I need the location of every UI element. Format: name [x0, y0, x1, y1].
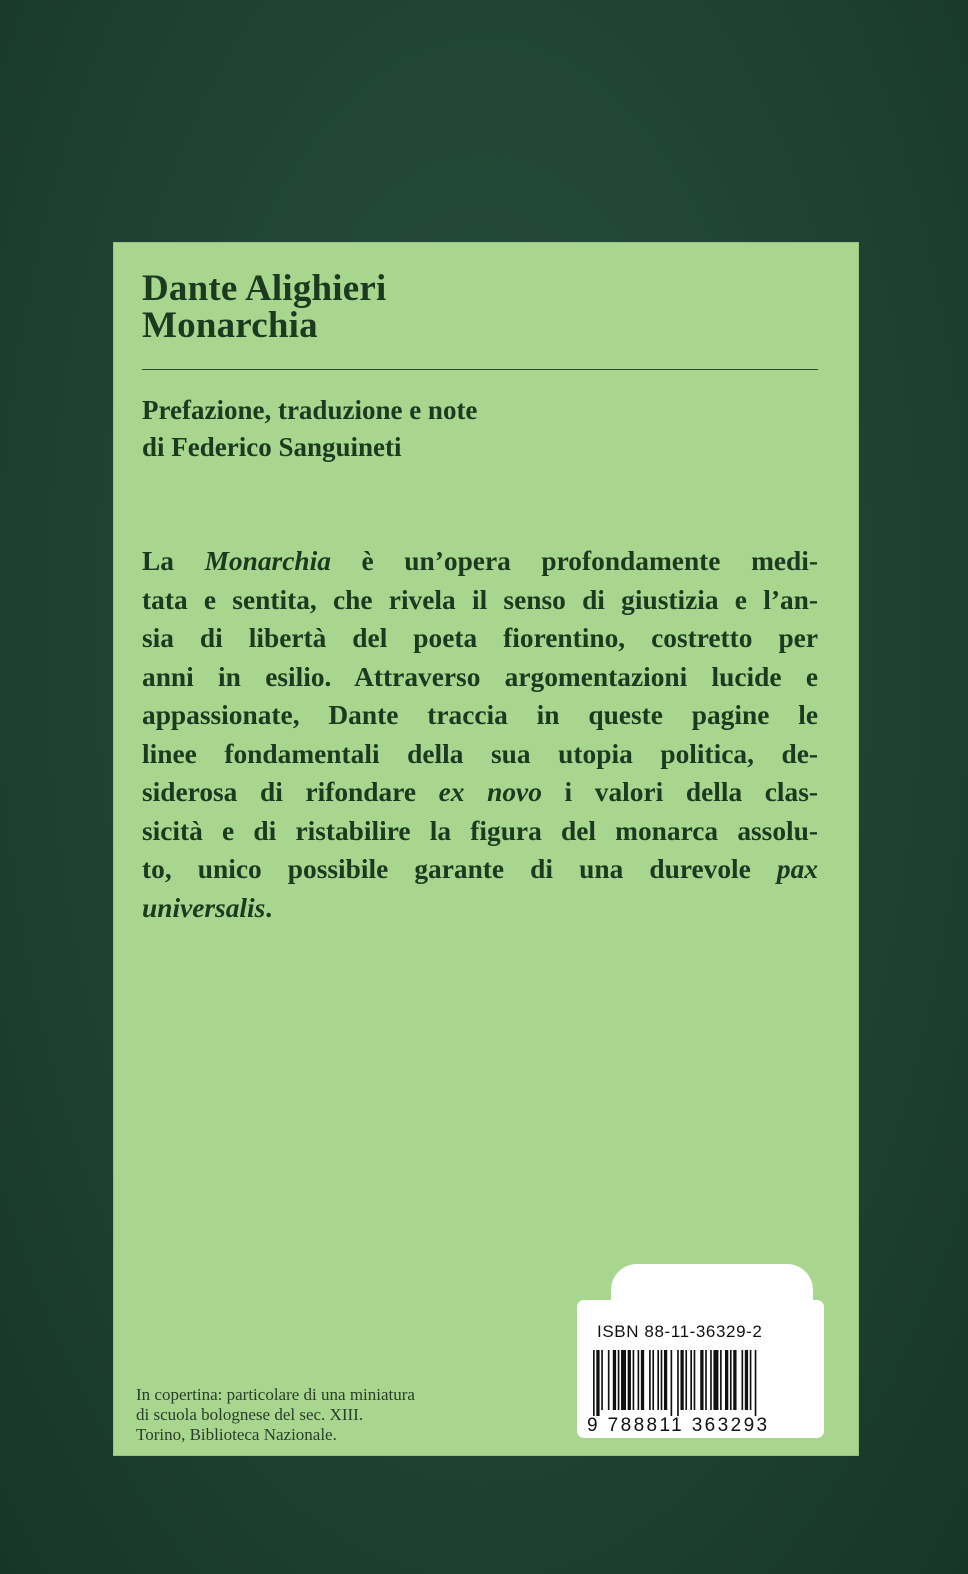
barcode-bar — [628, 1350, 631, 1410]
blurb-text: i valori della clas- — [541, 777, 819, 807]
blurb-text: . — [265, 892, 273, 923]
blurb-line — [142, 542, 818, 581]
blurb-line — [142, 850, 818, 889]
barcode-bar — [720, 1350, 722, 1410]
blurb-italic: Monarchia — [204, 546, 331, 576]
barcode-bar — [657, 1350, 659, 1410]
barcode-bar — [641, 1350, 644, 1410]
barcode-bar — [725, 1350, 728, 1410]
barcode-bar — [671, 1350, 673, 1416]
blurb-text: è un’opera profondamente medi- — [330, 546, 819, 576]
blurb-line: anni in esilio. Attraverso argomentazioni lucide e — [142, 661, 818, 692]
ean-digits: 9 788811 363293 — [587, 1415, 770, 1436]
divider-rule — [142, 369, 818, 370]
blurb-line: linee fondamentali della sua utopia politica, de- — [142, 738, 818, 769]
caption-line-3: Torino, Biblioteca Nazionale. — [136, 1425, 337, 1444]
barcode-bar — [700, 1350, 703, 1410]
barcode-bar — [621, 1350, 626, 1410]
barcode-bar — [742, 1350, 744, 1410]
barcode-bar — [694, 1350, 696, 1410]
title-block — [142, 270, 387, 344]
blurb-text: La — [142, 546, 205, 576]
barcode-bar — [652, 1350, 654, 1410]
barcode-bar — [633, 1350, 635, 1410]
credits-line-2: di Federico Sanguineti — [142, 432, 402, 462]
blurb-line: sia di libertà del poeta fiorentino, costretto per — [142, 623, 818, 653]
blurb-line: appassionate, Dante traccia in queste pagine le — [142, 700, 818, 730]
barcode-bar — [710, 1350, 712, 1410]
green-info-panel — [113, 242, 859, 1456]
barcode-bar — [730, 1350, 732, 1410]
barcode-bar — [745, 1350, 748, 1410]
credits-line-1: Prefazione, traduzione e note — [142, 395, 478, 425]
blurb-paragraph — [142, 542, 818, 927]
credits-block — [142, 392, 477, 466]
barcode-bar — [638, 1350, 640, 1410]
blurb-text: siderosa di rifondare — [142, 777, 439, 807]
blurb-line: tata e sentita, che rivela il senso di giustizia e l’an- — [142, 584, 818, 615]
cover-caption — [136, 1385, 415, 1445]
barcode-bar — [661, 1350, 663, 1410]
blurb-line — [142, 773, 818, 812]
barcode-bar — [690, 1350, 692, 1410]
barcode-bar — [664, 1350, 667, 1410]
caption-line-2: di scuola bolognese del sec. XIII. — [136, 1405, 364, 1424]
caption-line-1: In copertina: particolare di una miniatura — [136, 1385, 415, 1404]
barcode-bar — [649, 1350, 651, 1410]
barcode-bar — [733, 1350, 736, 1410]
barcode-bar — [596, 1350, 599, 1416]
blurb-text: to, unico possibile garante di una durevole — [142, 854, 777, 884]
barcode-bar — [593, 1350, 595, 1416]
blurb-italic: pax — [776, 854, 818, 884]
isbn-label: ISBN 88-11-36329-2 — [597, 1322, 763, 1341]
blurb-line — [142, 889, 818, 928]
barcode-bar — [685, 1350, 687, 1410]
barcode-bar — [755, 1350, 757, 1416]
barcode-bar — [618, 1350, 620, 1410]
barcode-bar — [613, 1350, 616, 1410]
book-title: Monarchia — [142, 305, 318, 346]
barcode-bar — [713, 1350, 718, 1410]
barcode-bar — [608, 1350, 610, 1410]
barcode-bar — [601, 1350, 603, 1410]
blurb-italic: ex novo — [438, 777, 542, 807]
author-name: Dante Alighieri — [142, 268, 387, 309]
barcode-bar — [677, 1350, 679, 1416]
blurb-line: sicità e di ristabilire la figura del monarca assolu- — [142, 815, 818, 846]
barcode-bar — [680, 1350, 683, 1410]
barcode-bar — [705, 1350, 707, 1410]
barcode-bar — [750, 1350, 752, 1410]
blurb-italic: universalis — [142, 892, 266, 923]
barcode-icon — [593, 1350, 819, 1416]
